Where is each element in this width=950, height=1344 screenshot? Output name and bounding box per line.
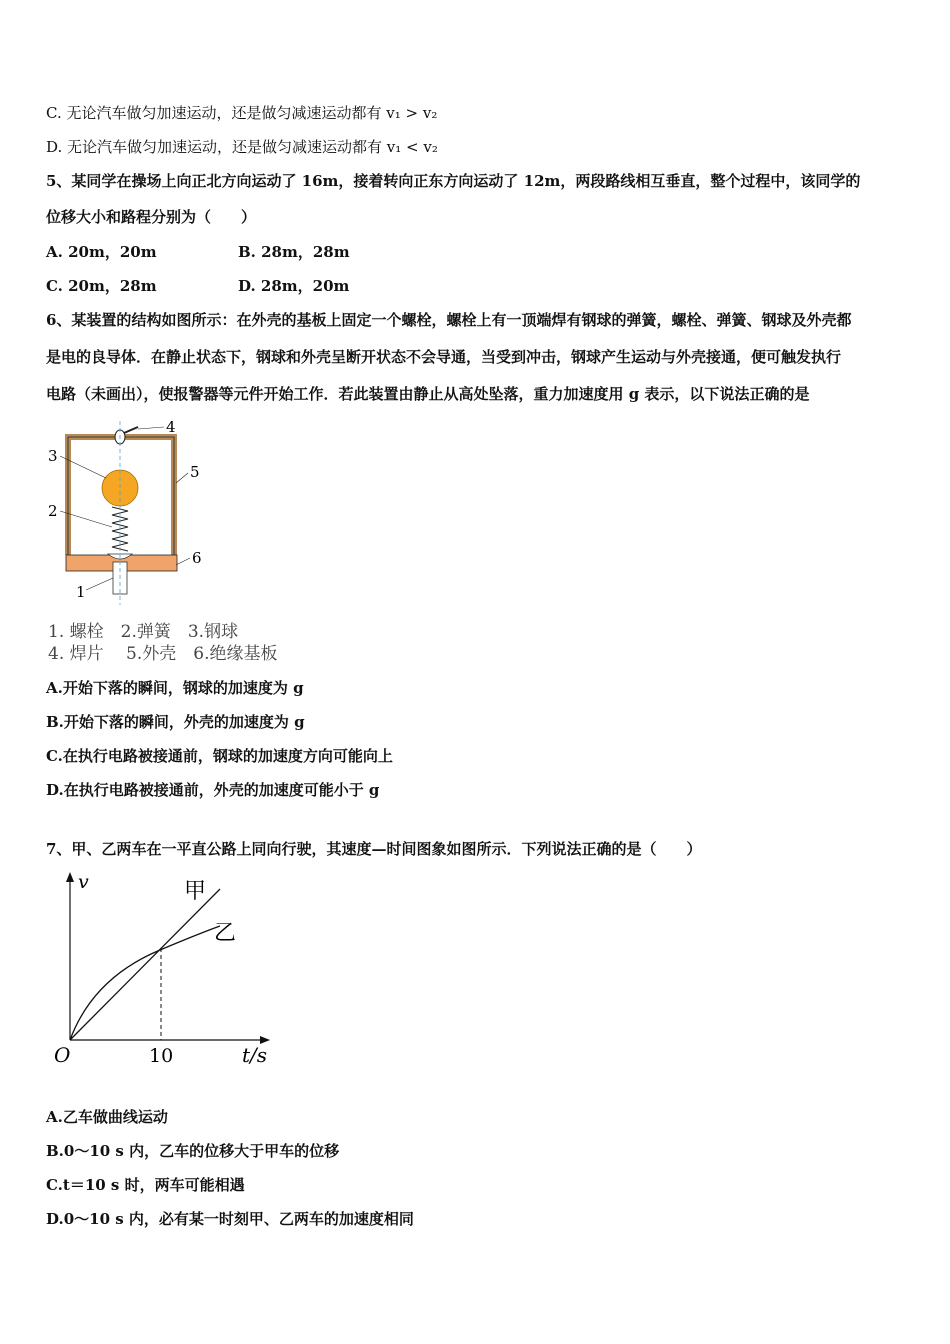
- q7-stem: 7、甲、乙两车在一平直公路上同向行驶，其速度—时间图象如图所示．下列说法正确的是（ ）: [46, 840, 702, 858]
- figure-caption-line-2: 4. 焊片 5.外壳 6.绝缘基板: [48, 644, 278, 664]
- series-yi-label: 乙: [214, 921, 237, 946]
- q6-stem-line-3: 电路（未画出），使报警器等元件开始工作．若此装置由静止从高处坠落，重力加速度用 g 表示，以下说法正确的是: [46, 385, 810, 403]
- solder-tab-wire: [124, 427, 138, 433]
- q6-stem-line-1: 6、某装置的结构如图所示：在外壳的基板上固定一个螺栓，螺栓上有一顶端焊有钢球的弹簧，螺栓、弹簧、钢球及外壳都: [46, 311, 852, 329]
- series-yi-curve: [70, 926, 220, 1040]
- q4-option-d: D. 无论汽车做匀加速运动，还是做匀减速运动都有 v₁ < v₂: [46, 138, 438, 156]
- q5-stem-line-2: 位移大小和路程分别为（ ）: [46, 208, 257, 226]
- q6-option-c: C.在执行电路被接通前，钢球的加速度方向可能向上: [46, 747, 393, 765]
- leader-line-1: [86, 578, 113, 590]
- label-2: 2: [48, 502, 58, 520]
- series-jia-label: 甲: [184, 879, 207, 904]
- figure-caption-line-1: 1. 螺栓 2.弹簧 3.钢球: [48, 622, 239, 642]
- q6-option-b: B.开始下落的瞬间，外壳的加速度为 g: [46, 713, 305, 731]
- q5-stem-line-1: 5、某同学在操场上向正北方向运动了 16m，接着转向正东方向运动了 12m，两段路线相互垂直，整个过程中，该同学的: [46, 172, 861, 190]
- leader-line-5: [176, 473, 188, 483]
- q7-option-d: D.0～10 s 内，必有某一时刻甲、乙两车的加速度相同: [46, 1210, 414, 1228]
- label-5: 5: [190, 463, 200, 481]
- q5-option-c: C. 20m，28m: [46, 277, 157, 295]
- q7-option-b: B.0～10 s 内，乙车的位移大于甲车的位移: [46, 1142, 340, 1160]
- label-6: 6: [192, 549, 202, 567]
- label-1: 1: [76, 583, 86, 601]
- y-axis-arrow: [66, 872, 74, 882]
- q6-stem-line-2: 是电的良导体．在静止状态下，钢球和外壳呈断开状态不会导通，当受到冲击，钢球产生运动与外壳接通，便可触发执行: [46, 348, 842, 366]
- label-3: 3: [48, 447, 58, 465]
- q4-option-c: C. 无论汽车做匀加速运动，还是做匀减速运动都有 v₁ > v₂: [46, 104, 438, 122]
- series-jia-line: [70, 889, 220, 1040]
- y-axis-label: v: [78, 871, 89, 893]
- q5-option-b: B. 28m，28m: [238, 243, 350, 261]
- q7-option-a: A.乙车做曲线运动: [46, 1108, 168, 1126]
- alarm-device-figure: [40, 415, 220, 610]
- q7-option-c: C.t＝10 s 时，两车可能相遇: [46, 1176, 245, 1194]
- leader-line-4: [138, 427, 164, 429]
- x-axis-label: t/s: [242, 1043, 268, 1067]
- tick-10-label: 10: [149, 1045, 174, 1067]
- q5-option-d: D. 28m，20m: [238, 277, 350, 295]
- q6-option-d: D.在执行电路被接通前，外壳的加速度可能小于 g: [46, 781, 380, 799]
- q5-option-a: A. 20m，20m: [46, 243, 157, 261]
- velocity-time-graph: [48, 868, 278, 1068]
- leader-line-6: [176, 558, 190, 565]
- q6-option-a: A.开始下落的瞬间，钢球的加速度为 g: [46, 679, 304, 697]
- origin-label: O: [54, 1043, 71, 1067]
- label-4: 4: [166, 418, 176, 436]
